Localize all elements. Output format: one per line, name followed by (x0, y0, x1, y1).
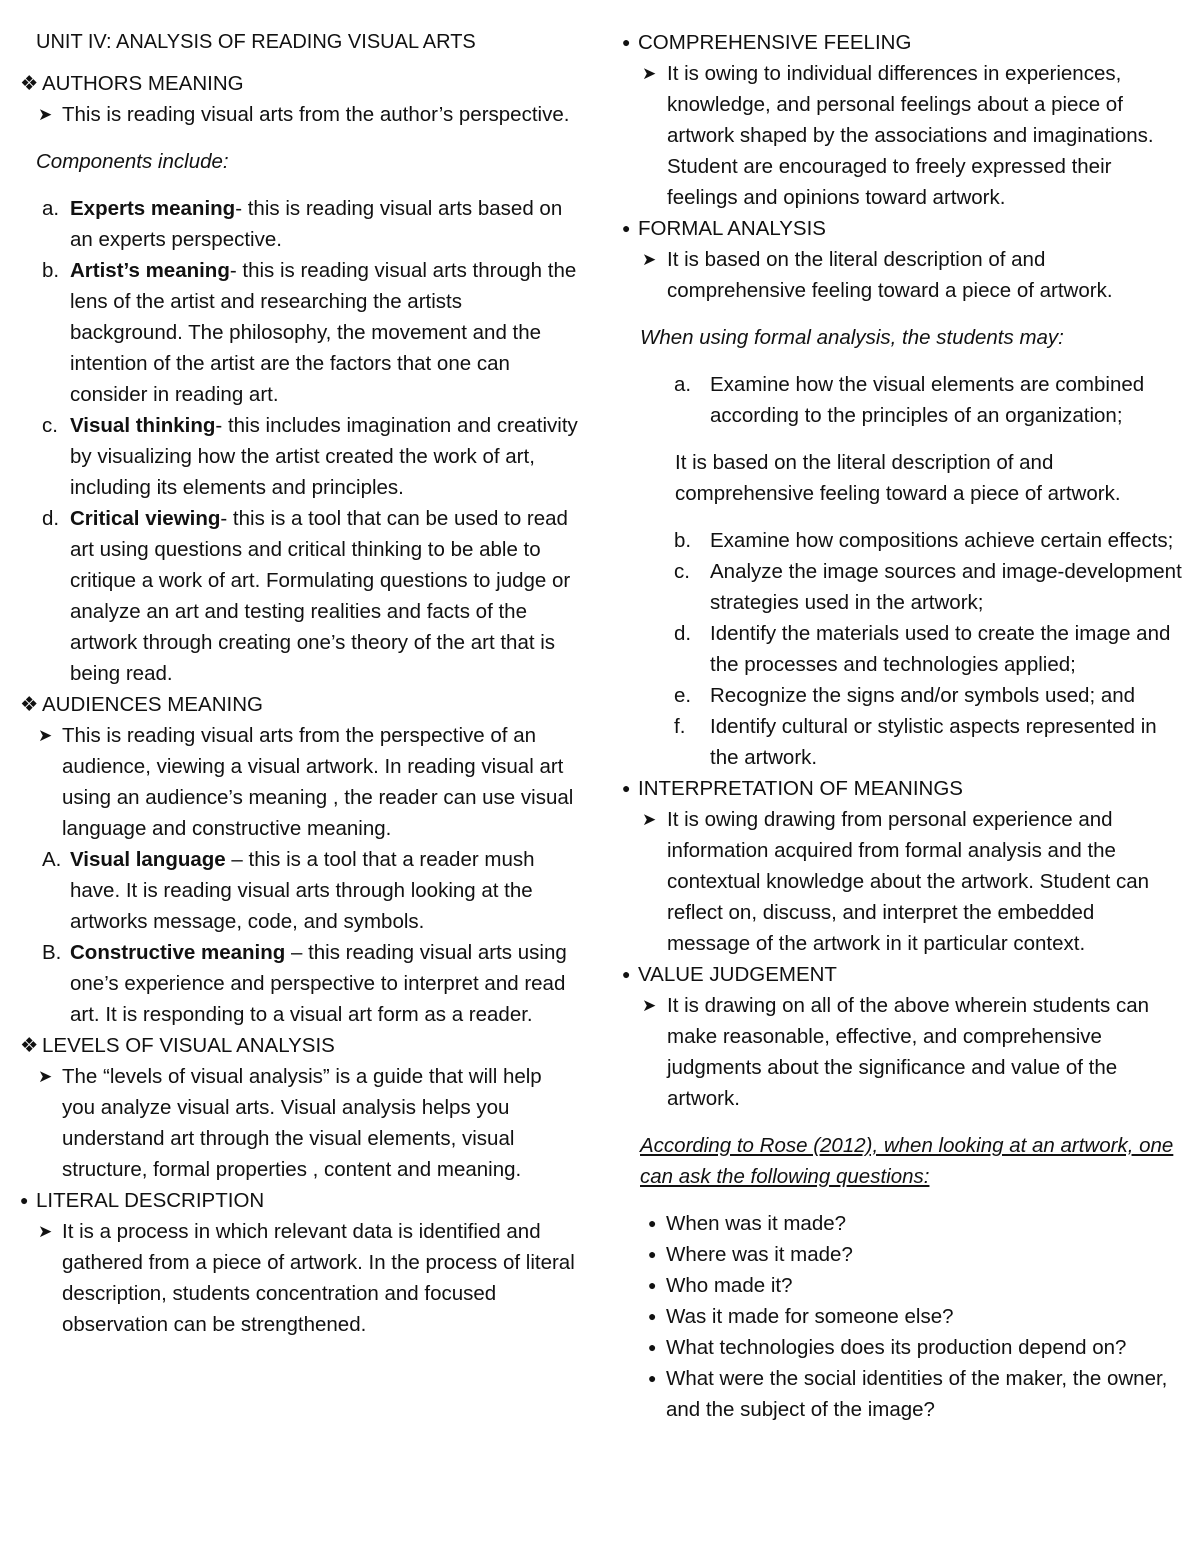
left-column (20, 27, 580, 1340)
literal-description-heading: ● LITERAL DESCRIPTION (20, 1185, 580, 1216)
round-bullet-icon: ● (622, 220, 631, 236)
formal-analysis-desc: ➤ It is based on the literal description of and comprehensive feeling toward a piece of artwork. (622, 244, 1182, 306)
list-item: c. Analyze the image sources and image-development strategies used in the artwork; (674, 560, 1182, 614)
right-column (622, 27, 1182, 1425)
diamond-bullet-icon: ❖ (20, 693, 39, 716)
arrow-bullet-icon: ➤ (642, 810, 657, 829)
round-bullet-icon: ● (648, 1246, 657, 1262)
question-item: ● Where was it made? (622, 1239, 1182, 1270)
round-bullet-icon: ● (648, 1277, 657, 1293)
diamond-bullet-icon: ❖ (20, 72, 39, 95)
literal-description-desc: ➤ It is a process in which relevant data is identified and gathered from a piece of artwork. In the process of literal description, students concentration and focused observation can be strengthened. (20, 1216, 580, 1340)
list-item: e. Recognize the signs and/or symbols used; and (674, 684, 1136, 707)
round-bullet-icon: ● (648, 1308, 657, 1324)
arrow-bullet-icon: ➤ (38, 105, 53, 124)
arrow-bullet-icon: ➤ (642, 64, 657, 83)
formal-analysis-paragraph: It is based on the literal description of and comprehensive feeling toward a piece of artwork. (675, 451, 1121, 505)
list-item: f. Identify cultural or stylistic aspects represented in the artwork. (674, 715, 1157, 769)
authors-meaning-desc: ➤ This is reading visual arts from the author’s perspective. (20, 99, 580, 130)
round-bullet-icon: ● (20, 1192, 29, 1208)
question-item: ● Was it made for someone else? (622, 1301, 1182, 1332)
question-item: ● What technologies does its production depend on? (622, 1332, 1182, 1363)
authors-meaning-heading: ❖ AUTHORS MEANING (20, 68, 580, 99)
diamond-bullet-icon: ❖ (20, 1034, 39, 1057)
audiences-meaning-heading: ❖ AUDIENCES MEANING (20, 689, 580, 720)
question-item: ● Who made it? (622, 1270, 1182, 1301)
round-bullet-icon: ● (648, 1215, 657, 1231)
list-item: d. Identify the materials used to create the image and the processes and technologies applied; (674, 622, 1171, 676)
value-judgement-desc: ➤ It is drawing on all of the above wherein students can make reasonable, effective, and comprehensive judgments about the significance and value of the artwork. (622, 990, 1182, 1114)
formal-analysis-label: When using formal analysis, the students may: (640, 326, 1064, 349)
rose-label: According to Rose (2012), when looking at an artwork, one can ask the following questions: (640, 1134, 1174, 1188)
round-bullet-icon: ● (622, 966, 631, 982)
question-item: ● What were the social identities of the maker, the owner, and the subject of the image? (622, 1363, 1182, 1425)
components-label: Components include: (36, 150, 229, 173)
list-item: b. Examine how compositions achieve certain effects; (674, 529, 1174, 552)
arrow-bullet-icon: ➤ (642, 250, 657, 269)
comprehensive-feeling-desc: ➤ It is owing to individual differences in experiences, knowledge, and personal feelings about a piece of artwork shaped by the associations and imaginations. Student are encouraged to freely expressed their feelings and opinions toward artwork. (622, 58, 1182, 213)
value-judgement-heading: ● VALUE JUDGEMENT (622, 959, 1182, 990)
arrow-bullet-icon: ➤ (38, 1067, 53, 1086)
round-bullet-icon: ● (622, 780, 631, 796)
levels-heading: ❖ LEVELS OF VISUAL ANALYSIS (20, 1030, 580, 1061)
list-item: c. Visual thinking- this includes imagination and creativity by visualizing how the artist created the work of art, including its elements and principles. (42, 414, 578, 499)
round-bullet-icon: ● (648, 1339, 657, 1355)
list-item: b. Artist’s meaning- this is reading visual arts through the lens of the artist and researching the artists background. The philosophy, the movement and the intention of the artist are the factors that one can consider in reading art. (42, 259, 577, 406)
arrow-bullet-icon: ➤ (38, 1222, 53, 1241)
interpretation-desc: ➤ It is owing drawing from personal experience and information acquired from formal analysis and the contextual knowledge about the artwork. Student can reflect on, discuss, and interpret the embedded message of the artwork in it particular context. (622, 804, 1182, 959)
arrow-bullet-icon: ➤ (38, 726, 53, 745)
levels-desc: ➤ The “levels of visual analysis” is a guide that will help you analyze visual arts. Visual analysis helps you understand art through the visual elements, visual structure, formal properties , content and meaning. (20, 1061, 580, 1185)
formal-analysis-heading: ● FORMAL ANALYSIS (622, 213, 1182, 244)
round-bullet-icon: ● (648, 1370, 657, 1386)
round-bullet-icon: ● (622, 34, 631, 50)
list-item: a. Experts meaning- this is reading visual arts based on an experts perspective. (42, 197, 563, 251)
list-item: d. Critical viewing- this is a tool that can be used to read art using questions and critical thinking to be able to critique a work of art. Formulating questions to judge or analyze an art and testing realities and facts of the artwork through creating one’s theory of the art that is being read. (42, 507, 571, 685)
question-item: ● When was it made? (622, 1208, 1182, 1239)
list-item: B. Constructive meaning – this reading visual arts using one’s experience and perspective to interpret and read art. It is responding to a visual art form as a reader. (42, 941, 567, 1026)
page-title: UNIT IV: ANALYSIS OF READING VISUAL ARTS (36, 31, 476, 53)
audiences-meaning-desc: ➤ This is reading visual arts from the perspective of an audience, viewing a visual artwork. In reading visual art using an audience’s meaning , the reader can use visual language and constructive meaning. (20, 720, 580, 844)
list-item: a. Examine how the visual elements are combined according to the principles of an organization; (674, 373, 1145, 427)
list-item: A. Visual language – this is a tool that a reader mush have. It is reading visual arts through looking at the artworks message, code, and symbols. (42, 848, 535, 933)
arrow-bullet-icon: ➤ (642, 996, 657, 1015)
interpretation-heading: ● INTERPRETATION OF MEANINGS (622, 773, 1182, 804)
comprehensive-feeling-heading: ● COMPREHENSIVE FEELING (622, 27, 1182, 58)
